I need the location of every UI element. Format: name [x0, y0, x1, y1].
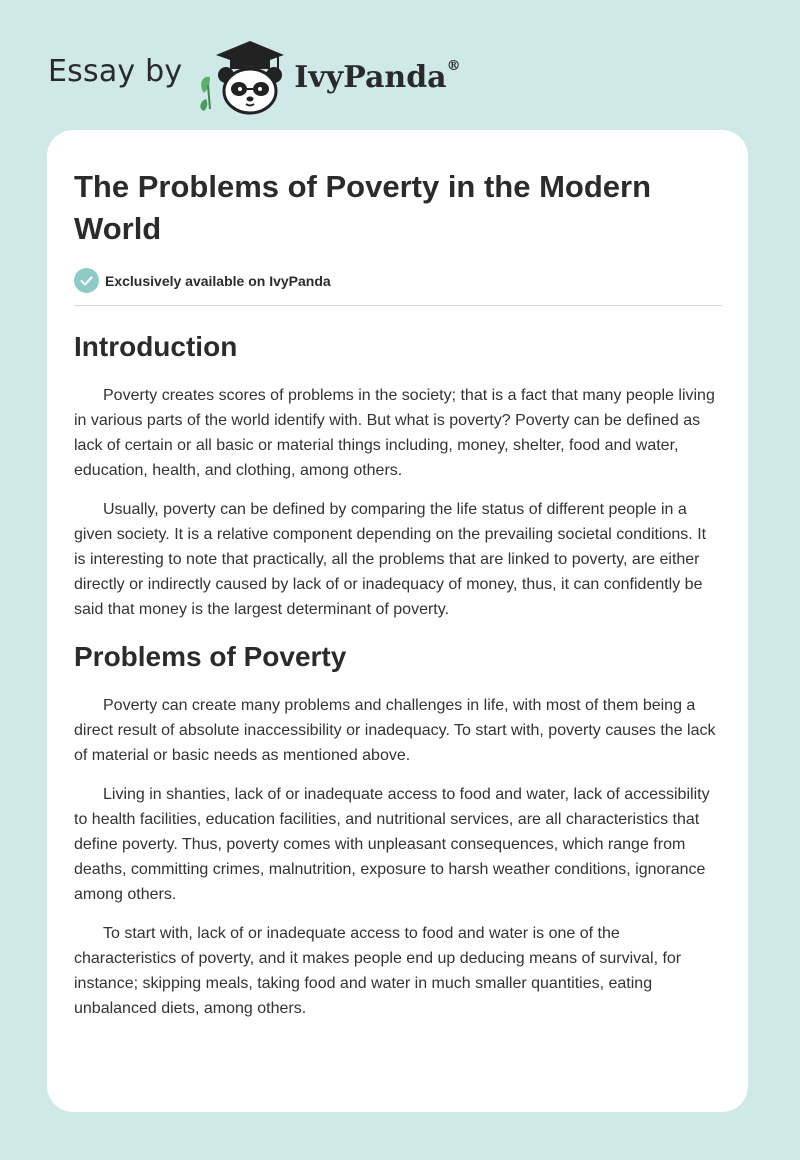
panda-logo-icon[interactable] [196, 35, 288, 115]
section-heading-problems: Problems of Poverty [74, 641, 347, 672]
paragraph: Usually, poverty can be defined by comparing the life status of different people in a given society. It is a relative component depending on the prevailing societal conditions. It is interesting to note that practically, all the problems that are linked to poverty, are either directly or indirectly caused by lack of or inadequacy of money, thus, it can confidently be said that money is the largest determinant of poverty. [74, 501, 707, 618]
paragraph: Poverty can create many problems and challenges in life, with most of them being a direct result of absolute inaccessibility or inadequacy. To start with, poverty causes the lack of material or basic needs as mentioned above. [74, 697, 716, 764]
paragraph: To start with, lack of or inadequate access to food and water is one of the characteristics of poverty, and it makes people end up deducing means of survival, for instance; skipping meals, taking food and water in much smaller quantities, eating unbalanced diets, among others. [74, 925, 682, 1017]
paragraph: Poverty creates scores of problems in the society; that is a fact that many people living in various parts of the world identify with. But what is poverty? Poverty can be defined as lack of certain or all basic or material things including, money, shelter, food and water, education, health, and clothing, among others. [74, 387, 715, 479]
exclusive-badge [74, 268, 722, 306]
brand-name[interactable]: IvyPanda® [294, 57, 461, 95]
site-header [48, 30, 461, 120]
essay-by-label: Essay by [48, 53, 183, 89]
page-title: The Problems of Poverty in the Modern World [74, 169, 652, 246]
essay-card [47, 130, 748, 1112]
paragraph: Living in shanties, lack of or inadequate access to food and water, lack of accessibility to health facilities, education facilities, and nutritional services, are all characteristics that define poverty. Thus, poverty comes with unpleasant consequences, which range from deaths, committing crimes, malnutrition, exposure to harsh weather conditions, ignorance among others. [74, 786, 710, 903]
checkmark-icon [74, 268, 99, 293]
registered-mark: ® [446, 57, 461, 74]
section-heading-introduction: Introduction [74, 331, 238, 362]
exclusive-label: Exclusively available on IvyPanda [105, 272, 331, 289]
